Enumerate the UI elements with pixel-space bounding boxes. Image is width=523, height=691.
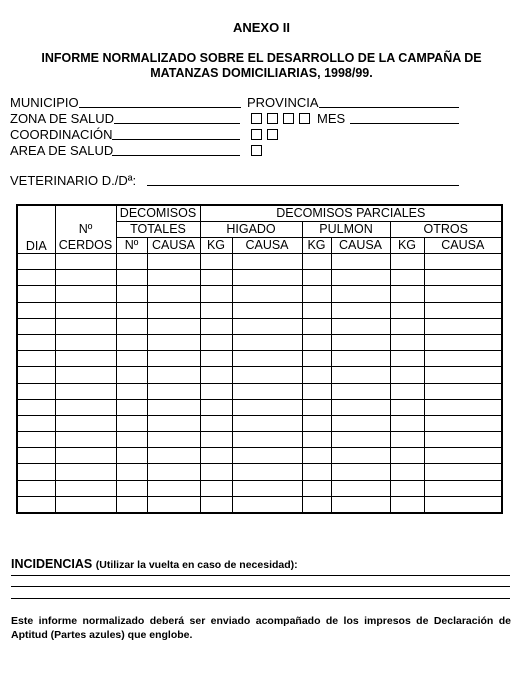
table-cell[interactable]: [55, 464, 116, 480]
table-cell[interactable]: [390, 286, 424, 302]
zona-salud-code-boxes[interactable]: [251, 111, 315, 126]
table-cell[interactable]: [116, 318, 147, 334]
table-cell[interactable]: [424, 270, 502, 286]
table-cell[interactable]: [302, 270, 331, 286]
table-cell[interactable]: [200, 367, 232, 383]
coordinacion-code-boxes[interactable]: [251, 127, 283, 142]
table-cell[interactable]: [200, 399, 232, 415]
table-cell[interactable]: [390, 334, 424, 350]
table-cell[interactable]: [55, 496, 116, 513]
table-cell[interactable]: [390, 432, 424, 448]
table-cell[interactable]: [116, 367, 147, 383]
table-row: [17, 334, 502, 350]
table-cell[interactable]: [390, 383, 424, 399]
table-cell[interactable]: [147, 432, 200, 448]
incidencias-line-2[interactable]: [11, 586, 510, 587]
table-cell[interactable]: [147, 464, 200, 480]
table-cell[interactable]: [232, 399, 302, 415]
table-cell[interactable]: [116, 448, 147, 464]
mes-field[interactable]: [350, 123, 459, 124]
table-cell[interactable]: [331, 254, 390, 270]
table-cell[interactable]: [424, 286, 502, 302]
table-cell[interactable]: [302, 480, 331, 496]
table-cell[interactable]: [17, 286, 55, 302]
table-cell[interactable]: [302, 464, 331, 480]
table-cell[interactable]: [17, 496, 55, 513]
header-cerdos: CERDOS: [55, 238, 116, 254]
header-otros-kg: KG: [390, 238, 424, 254]
table-cell[interactable]: [331, 464, 390, 480]
table-cell[interactable]: [55, 415, 116, 431]
header-higado: HIGADO: [200, 222, 302, 238]
table-cell[interactable]: [147, 448, 200, 464]
table-cell[interactable]: [147, 399, 200, 415]
table-cell[interactable]: [147, 351, 200, 367]
table-cell[interactable]: [424, 318, 502, 334]
table-cell[interactable]: [200, 432, 232, 448]
table-cell[interactable]: [17, 415, 55, 431]
table-row: [17, 270, 502, 286]
table-cell[interactable]: [331, 286, 390, 302]
header-otros: OTROS: [390, 222, 502, 238]
table-cell[interactable]: [232, 334, 302, 350]
table-cell[interactable]: [55, 254, 116, 270]
code-box[interactable]: [251, 145, 262, 156]
table-cell[interactable]: [331, 383, 390, 399]
table-cell[interactable]: [424, 399, 502, 415]
table-cell[interactable]: [116, 334, 147, 350]
table-row: [17, 399, 502, 415]
table-cell[interactable]: [55, 432, 116, 448]
table-cell[interactable]: [302, 367, 331, 383]
area-salud-code-boxes[interactable]: [251, 143, 267, 158]
table-row: [17, 286, 502, 302]
table-cell[interactable]: [17, 254, 55, 270]
code-box[interactable]: [251, 129, 262, 140]
table-row: [17, 415, 502, 431]
table-cell[interactable]: [147, 318, 200, 334]
table-cell[interactable]: [232, 318, 302, 334]
table-cell[interactable]: [390, 302, 424, 318]
header-totales-causa: CAUSA: [147, 238, 200, 254]
table-cell[interactable]: [390, 351, 424, 367]
table-row: [17, 448, 502, 464]
area-salud-label: AREA DE SALUD: [10, 143, 114, 158]
header-otros-causa: CAUSA: [424, 238, 502, 254]
table-cell[interactable]: [17, 367, 55, 383]
table-cell[interactable]: [331, 399, 390, 415]
table-cell[interactable]: [232, 351, 302, 367]
table-cell[interactable]: [232, 367, 302, 383]
table-cell[interactable]: [200, 334, 232, 350]
table-cell[interactable]: [55, 399, 116, 415]
table-cell[interactable]: [232, 415, 302, 431]
table-cell[interactable]: [390, 254, 424, 270]
veterinario-label: VETERINARIO D./Dª:: [10, 173, 137, 188]
table-cell[interactable]: [232, 254, 302, 270]
table-row: [17, 496, 502, 513]
table-cell[interactable]: [200, 254, 232, 270]
table-cell[interactable]: [116, 383, 147, 399]
table-cell[interactable]: [200, 286, 232, 302]
code-box[interactable]: [251, 113, 262, 124]
table-cell[interactable]: [302, 415, 331, 431]
table-cell[interactable]: [424, 302, 502, 318]
table-row: [17, 383, 502, 399]
table-cell[interactable]: [116, 415, 147, 431]
table-cell[interactable]: [200, 270, 232, 286]
form-title-line-2: MATANZAS DOMICILIARIAS, 1998/99.: [150, 66, 373, 80]
table-cell[interactable]: [55, 480, 116, 496]
table-cell[interactable]: [232, 432, 302, 448]
table-cell[interactable]: [302, 286, 331, 302]
table-cell[interactable]: [390, 415, 424, 431]
form-title-line-1: INFORME NORMALIZADO SOBRE EL DESARROLLO DE LA CAMPAÑA DE: [41, 51, 482, 65]
table-cell[interactable]: [116, 254, 147, 270]
table-cell[interactable]: [17, 432, 55, 448]
table-cell[interactable]: [200, 318, 232, 334]
header-higado-causa: CAUSA: [232, 238, 302, 254]
table-cell[interactable]: [302, 334, 331, 350]
table-cell[interactable]: [200, 464, 232, 480]
table-cell[interactable]: [116, 432, 147, 448]
table-cell[interactable]: [424, 367, 502, 383]
table-cell[interactable]: [232, 464, 302, 480]
table-cell[interactable]: [200, 415, 232, 431]
table-cell[interactable]: [200, 302, 232, 318]
header-no: Nº: [55, 222, 116, 238]
table-cell[interactable]: [331, 318, 390, 334]
table-cell[interactable]: [17, 334, 55, 350]
table-cell[interactable]: [200, 383, 232, 399]
municipio-label: MUNICIPIO: [10, 95, 79, 110]
submission-note: Este informe normalizado deberá ser enviado acompañado de los impresos de Declaración de Aptitud (Partes azules) que englobe.: [11, 615, 511, 641]
table-cell[interactable]: [55, 351, 116, 367]
table-cell[interactable]: [424, 448, 502, 464]
table-cell[interactable]: [17, 399, 55, 415]
coordinacion-field[interactable]: [112, 139, 240, 140]
table-cell[interactable]: [200, 496, 232, 513]
table-cell[interactable]: [147, 270, 200, 286]
table-cell[interactable]: [55, 448, 116, 464]
provincia-field[interactable]: [319, 107, 459, 108]
table-cell[interactable]: [331, 367, 390, 383]
table-cell[interactable]: [116, 351, 147, 367]
annex-heading: ANEXO II: [232, 20, 291, 35]
provincia-label: PROVINCIA: [247, 95, 319, 110]
header-higado-kg: KG: [200, 238, 232, 254]
table-cell[interactable]: [331, 270, 390, 286]
header-decomisos: DECOMISOS: [116, 205, 200, 222]
table-cell[interactable]: [116, 399, 147, 415]
table-cell[interactable]: [302, 351, 331, 367]
table-row: [17, 351, 502, 367]
code-box[interactable]: [283, 113, 294, 124]
table-cell[interactable]: [147, 286, 200, 302]
code-box[interactable]: [267, 129, 278, 140]
table-cell[interactable]: [302, 383, 331, 399]
table-cell[interactable]: [424, 432, 502, 448]
table-cell[interactable]: [302, 302, 331, 318]
table-cell[interactable]: [17, 318, 55, 334]
table-cell[interactable]: [302, 254, 331, 270]
table-cell[interactable]: [147, 367, 200, 383]
table-cell[interactable]: [200, 351, 232, 367]
table-cell[interactable]: [55, 302, 116, 318]
table-cell[interactable]: [55, 383, 116, 399]
slaughter-report-table: [16, 204, 503, 514]
table-row: [17, 432, 502, 448]
table-row: [17, 318, 502, 334]
incidencias-label: INCIDENCIAS: [11, 557, 93, 571]
table-cell[interactable]: [55, 318, 116, 334]
table-cell[interactable]: [424, 383, 502, 399]
table-cell[interactable]: [55, 270, 116, 286]
table-cell[interactable]: [232, 496, 302, 513]
table-cell[interactable]: [116, 270, 147, 286]
incidencias-line-3[interactable]: [11, 598, 510, 599]
table-cell[interactable]: [424, 351, 502, 367]
table-cell[interactable]: [390, 399, 424, 415]
table-cell[interactable]: [424, 334, 502, 350]
table-cell[interactable]: [116, 286, 147, 302]
table-cell[interactable]: [147, 334, 200, 350]
table-row: [17, 254, 502, 270]
table-cell[interactable]: [116, 464, 147, 480]
zona-salud-label: ZONA DE SALUD: [10, 111, 115, 126]
header-totales-no: Nº: [116, 238, 147, 254]
table-cell[interactable]: [302, 432, 331, 448]
table-cell[interactable]: [55, 286, 116, 302]
table-cell[interactable]: [302, 496, 331, 513]
table-cell[interactable]: [147, 480, 200, 496]
mes-label: MES: [317, 111, 346, 126]
table-cell[interactable]: [232, 286, 302, 302]
code-box[interactable]: [267, 113, 278, 124]
table-cell[interactable]: [116, 302, 147, 318]
table-body: [17, 254, 502, 514]
table-cell[interactable]: [424, 480, 502, 496]
table-cell[interactable]: [17, 448, 55, 464]
table-cell[interactable]: [147, 254, 200, 270]
table-cell[interactable]: [390, 367, 424, 383]
header-dia: DIA: [17, 205, 55, 254]
table-cell[interactable]: [55, 334, 116, 350]
table-cell[interactable]: [17, 351, 55, 367]
table-cell[interactable]: [232, 270, 302, 286]
table-cell[interactable]: [302, 318, 331, 334]
table-cell[interactable]: [390, 480, 424, 496]
table-cell[interactable]: [147, 415, 200, 431]
zona-salud-field[interactable]: [114, 123, 240, 124]
header-pulmon: PULMON: [302, 222, 390, 238]
table-cell[interactable]: [390, 448, 424, 464]
table-row: [17, 302, 502, 318]
table-cell[interactable]: [232, 302, 302, 318]
table-cell[interactable]: [302, 448, 331, 464]
table-cell[interactable]: [390, 270, 424, 286]
coordinacion-label: COORDINACIÓN: [10, 127, 113, 142]
veterinario-field[interactable]: [147, 185, 459, 186]
table-cell[interactable]: [331, 448, 390, 464]
table-cell[interactable]: [147, 496, 200, 513]
header-no-spacer: [55, 205, 116, 222]
table-cell[interactable]: [17, 302, 55, 318]
table-cell[interactable]: [116, 480, 147, 496]
table-cell[interactable]: [17, 480, 55, 496]
table-cell[interactable]: [331, 496, 390, 513]
incidencias-heading: [11, 557, 298, 571]
area-salud-field[interactable]: [112, 155, 240, 156]
table-row: [17, 464, 502, 480]
table-cell[interactable]: [232, 383, 302, 399]
table-cell[interactable]: [17, 464, 55, 480]
incidencias-note: (Utilizar la vuelta en caso de necesidad):: [95, 559, 298, 571]
table-cell[interactable]: [424, 496, 502, 513]
table-cell[interactable]: [17, 383, 55, 399]
table-cell[interactable]: [302, 399, 331, 415]
table-row: [17, 367, 502, 383]
header-decomisos-parciales: DECOMISOS PARCIALES: [200, 205, 502, 222]
table-cell[interactable]: [390, 464, 424, 480]
table-cell[interactable]: [331, 351, 390, 367]
table-cell[interactable]: [390, 496, 424, 513]
table-cell[interactable]: [232, 480, 302, 496]
table-cell[interactable]: [390, 318, 424, 334]
table-cell[interactable]: [424, 254, 502, 270]
table-cell[interactable]: [331, 432, 390, 448]
table-cell[interactable]: [424, 415, 502, 431]
incidencias-line-1[interactable]: [11, 575, 510, 576]
table-row: [17, 480, 502, 496]
table-cell[interactable]: [331, 302, 390, 318]
header-pulmon-kg: KG: [302, 238, 331, 254]
header-pulmon-causa: CAUSA: [331, 238, 390, 254]
table-cell[interactable]: [147, 383, 200, 399]
table-cell[interactable]: [424, 464, 502, 480]
table-cell[interactable]: [232, 448, 302, 464]
header-totales: TOTALES: [116, 222, 200, 238]
table-cell[interactable]: [331, 480, 390, 496]
municipio-field[interactable]: [79, 107, 241, 108]
table-cell[interactable]: [55, 367, 116, 383]
table-cell[interactable]: [147, 302, 200, 318]
table-cell[interactable]: [331, 334, 390, 350]
code-box[interactable]: [299, 113, 310, 124]
table-cell[interactable]: [116, 496, 147, 513]
table-cell[interactable]: [331, 415, 390, 431]
table-cell[interactable]: [17, 270, 55, 286]
table-cell[interactable]: [200, 480, 232, 496]
table-cell[interactable]: [200, 448, 232, 464]
